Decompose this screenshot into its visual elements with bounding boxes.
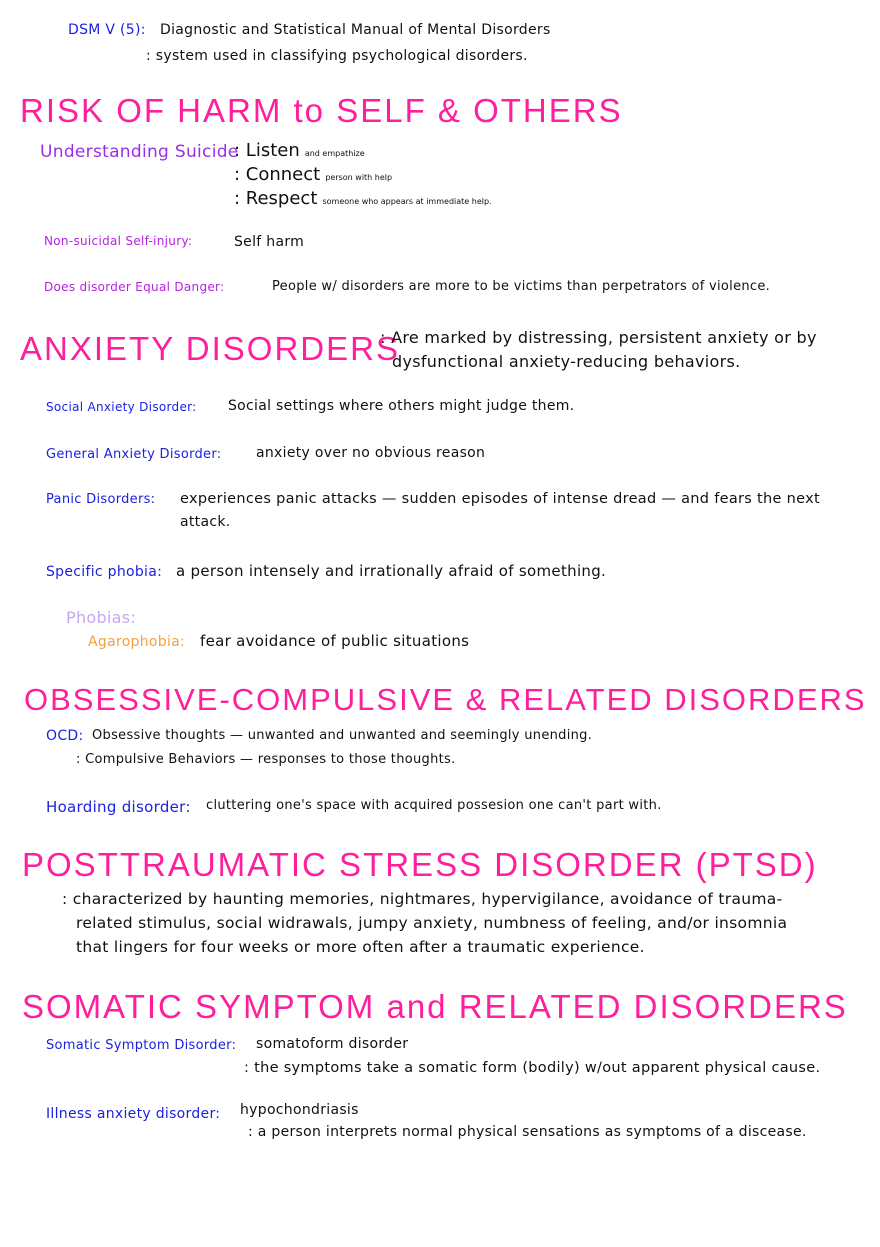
danger-term: Does disorder Equal Danger: xyxy=(44,280,225,294)
nssi-def: Self harm xyxy=(234,234,305,250)
suicide-item xyxy=(234,140,492,164)
ptsd-def: : characterized by haunting memories, nightmares, hypervigilance, avoidance of trauma- xyxy=(62,890,783,908)
social-def: Social settings where others might judge them. xyxy=(228,398,575,414)
panic-def2: attack. xyxy=(180,514,231,530)
illness-term: Illness anxiety disorder: xyxy=(46,1106,221,1122)
hoard-def: cluttering one's space with acquired possesion one can't part with. xyxy=(206,798,662,813)
dsm-term: DSM V (5): xyxy=(68,22,146,38)
suicide-item xyxy=(234,164,492,188)
ptsd-def2: related stimulus, social widrawals, jumpy anxiety, numbness of feeling, and/or insomnia xyxy=(76,914,788,932)
item-word: : Listen xyxy=(234,140,300,161)
agora-def: fear avoidance of public situations xyxy=(200,632,470,650)
item-word: : Connect xyxy=(234,164,321,185)
suicide-term: Understanding Suicide xyxy=(40,142,239,162)
social-term: Social Anxiety Disorder: xyxy=(46,400,197,414)
heading-anxiety: ANXIETY DISORDERS xyxy=(20,330,400,367)
phobias-label: Phobias: xyxy=(66,608,137,627)
hoard-term: Hoarding disorder: xyxy=(46,798,191,816)
item-note: person with help xyxy=(325,173,393,182)
item-note: and empathize xyxy=(304,149,365,158)
agora-term: Agarophobia: xyxy=(88,634,186,650)
suicide-list xyxy=(234,140,492,212)
phobia-def: a person intensely and irrationally afraid of something. xyxy=(176,562,607,580)
item-note: someone who appears at immediate help. xyxy=(322,197,492,206)
ocd-term: OCD: xyxy=(46,728,84,744)
panic-def: experiences panic attacks — sudden episodes of intense dread — and fears the next xyxy=(180,491,820,507)
somatic-def2: : the symptoms take a somatic form (bodily) w/out apparent physical cause. xyxy=(244,1060,821,1076)
anxiety-def2: dysfunctional anxiety-reducing behaviors. xyxy=(392,352,741,371)
item-word: : Respect xyxy=(234,188,318,209)
dsm-def2: : system used in classifying psychological disorders. xyxy=(146,48,528,64)
heading-somatic: SOMATIC SYMPTOM and RELATED DISORDERS xyxy=(22,988,848,1025)
suicide-item xyxy=(234,188,492,212)
illness-def2: : a person interprets normal physical sensations as symptoms of a discease. xyxy=(248,1124,807,1140)
panic-term: Panic Disorders: xyxy=(46,492,156,507)
general-def: anxiety over no obvious reason xyxy=(256,445,486,461)
anxiety-def: : Are marked by distressing, persistent anxiety or by xyxy=(380,328,817,347)
somatic-def: somatoform disorder xyxy=(256,1036,409,1052)
heading-ptsd: POSTTRAUMATIC STRESS DISORDER (PTSD) xyxy=(22,846,818,883)
dsm-def: Diagnostic and Statistical Manual of Mental Disorders xyxy=(160,22,551,38)
phobia-term: Specific phobia: xyxy=(46,564,163,580)
general-term: General Anxiety Disorder: xyxy=(46,447,222,462)
illness-def: hypochondriasis xyxy=(240,1102,359,1118)
somatic-term: Somatic Symptom Disorder: xyxy=(46,1038,237,1053)
heading-ocd: OBSESSIVE-COMPULSIVE & RELATED DISORDERS xyxy=(24,682,867,717)
ptsd-def3: that lingers for four weeks or more often after a traumatic experience. xyxy=(76,938,645,956)
ocd-def2: : Compulsive Behaviors — responses to those thoughts. xyxy=(76,752,456,767)
heading-risk: RISK OF HARM to SELF & OTHERS xyxy=(20,92,623,129)
ocd-def: Obsessive thoughts — unwanted and unwanted and seemingly unending. xyxy=(92,728,593,743)
danger-def: People w/ disorders are more to be victims than perpetrators of violence. xyxy=(272,279,771,294)
nssi-term: Non-suicidal Self-injury: xyxy=(44,234,193,248)
